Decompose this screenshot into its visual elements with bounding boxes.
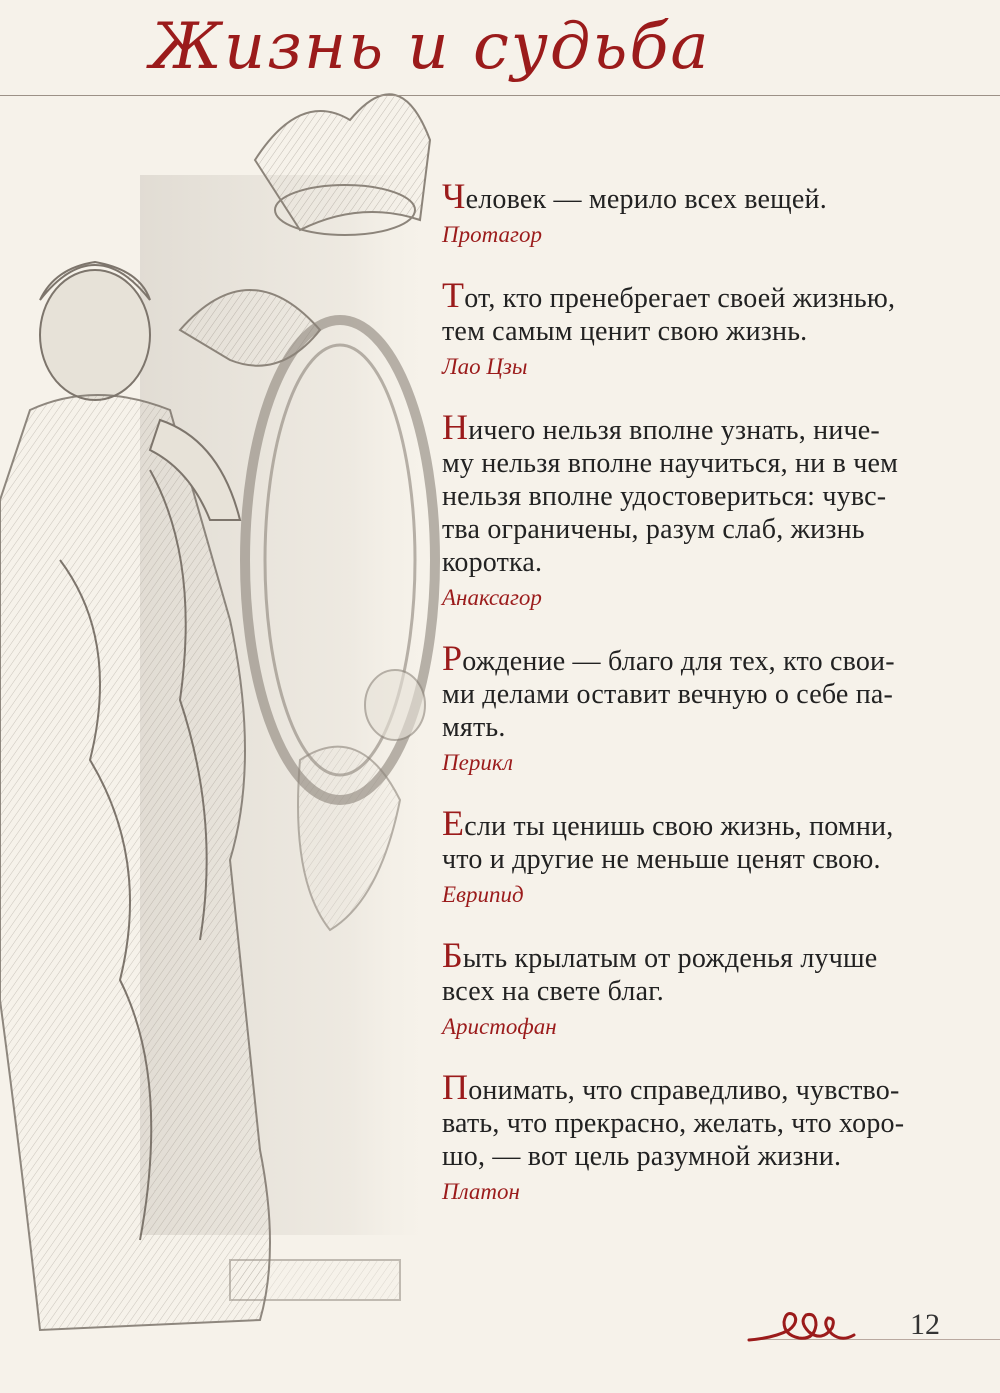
- quote-author: Анаксагор: [442, 585, 542, 610]
- page-number: 12: [910, 1308, 940, 1341]
- quote: [442, 176, 962, 250]
- quote-body: ождение — благо для тех, кто свои- ми делами оставит вечную о себе па- мять.: [442, 646, 895, 743]
- quote-text: [442, 176, 962, 216]
- drop-initial: Т: [442, 275, 465, 315]
- quote: [442, 1067, 962, 1207]
- quote-text: [442, 407, 962, 579]
- drop-initial: П: [442, 1067, 469, 1107]
- quote-text: [442, 275, 962, 348]
- quote: [442, 407, 962, 613]
- quote-text: [442, 638, 962, 744]
- quote-author: Платон: [442, 1179, 520, 1204]
- quote-text: [442, 935, 962, 1008]
- quote-body: еловек — мерило всех вещей.: [465, 184, 827, 215]
- drop-initial: Ч: [442, 176, 466, 216]
- quote-author: Протагор: [442, 222, 542, 247]
- page-title: Жизнь и судьба: [150, 10, 711, 84]
- quote-body: ичего нельзя вполне узнать, ниче- му нельзя вполне научиться, ни в чем нельзя вполне удостовериться: чувс- тва ограничены, разум слаб, жизнь коротка.: [442, 415, 899, 578]
- quote-author: Аристофан: [442, 1014, 557, 1039]
- flourish-ornament-icon: [744, 1300, 874, 1355]
- quote-body: от, кто пренебрегает своей жизнью, тем самым ценит свою жизнь.: [442, 283, 896, 347]
- quote-author: Перикл: [442, 750, 514, 775]
- quote-body: онимать, что справедливо, чувство- вать, что прекрасно, желать, что хоро- шо, — вот цель разумной жизни.: [442, 1075, 905, 1172]
- quote-body: ыть крылатым от рожденья лучше всех на свете благ.: [442, 943, 878, 1007]
- quote: [442, 275, 962, 382]
- quote-text: [442, 1067, 962, 1173]
- quote: [442, 935, 962, 1042]
- drop-initial: Р: [442, 638, 463, 678]
- drop-initial: Е: [442, 803, 465, 843]
- quote-author: Лао Цзы: [442, 354, 528, 379]
- drop-initial: Н: [442, 407, 469, 447]
- quote: [442, 638, 962, 778]
- quote-body: сли ты ценишь свою жизнь, помни, что и другие не меньше ценят свою.: [442, 811, 894, 875]
- quote: [442, 803, 962, 910]
- drop-initial: Б: [442, 935, 463, 975]
- quote-author: Еврипид: [442, 882, 524, 907]
- quotes-list: [442, 176, 962, 1207]
- quote-text: [442, 803, 962, 876]
